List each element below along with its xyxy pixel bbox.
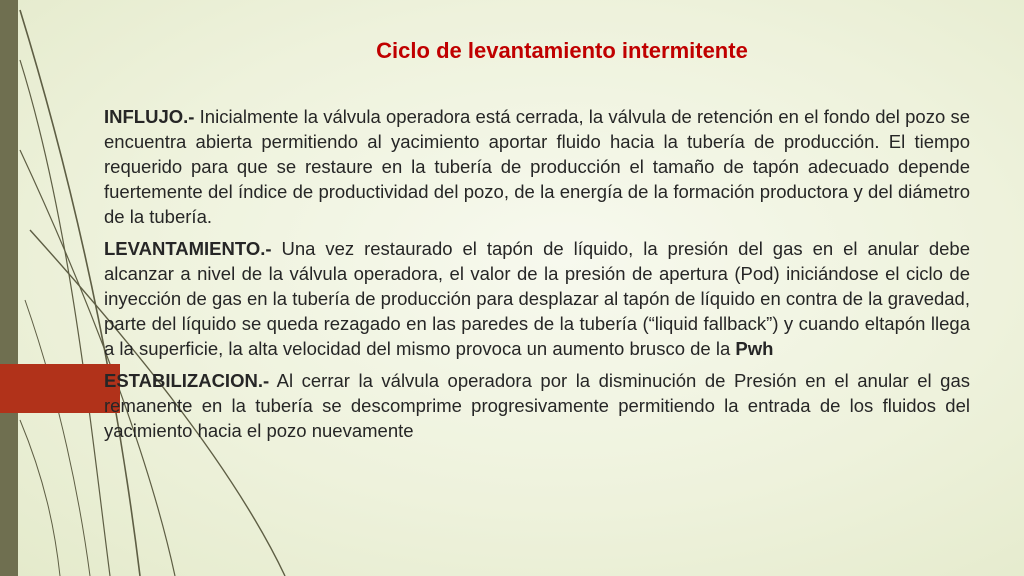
paragraph-levantamiento <box>104 236 970 361</box>
slide-title: Ciclo de levantamiento intermitente <box>376 38 748 63</box>
paragraph-influjo <box>104 104 970 229</box>
red-accent-tab <box>0 364 120 413</box>
paragraph-levantamiento-lead: LEVANTAMIENTO.- <box>104 238 272 259</box>
curve-5 <box>25 300 90 576</box>
curve-2 <box>20 60 110 576</box>
paragraph-levantamiento-tail: Pwh <box>735 338 774 359</box>
left-decorative-bar <box>0 0 18 576</box>
paragraph-estabilizacion <box>104 368 970 443</box>
paragraph-influjo-lead: INFLUJO.- <box>104 106 195 127</box>
paragraph-estabilizacion-lead: ESTABILIZACION.- <box>104 370 270 391</box>
paragraph-influjo-text: Inicialmente la válvula operadora está cerrada, la válvula de retención en el fondo del pozo se encuentra abierta permitiendo al yacimiento aportar fluido hacia la tubería de producción. El tiempo requerido para que se restaure en la tubería de producción el tamaño de tapón adecuado depende fuertemente del índice de productividad del pozo, de la energía de la formación productora y del diámetro de la tubería. <box>104 106 970 227</box>
paragraph-levantamiento-text: Una vez restaurado el tapón de líquido, la presión del gas en el anular debe alcanzar a nivel de la válvula operadora, el valor de la presión de apertura (Pod) iniciándose el ciclo de inyección de gas en la tubería de producción para desplazar al tapón de líquido en contra de la gravedad, parte del líquido se queda rezagado en las paredes de la tubería (“liquid fallback”) y cuando eltapón llega a la superficie, la alta velocidad del mismo provoca un aumento brusco de la <box>104 238 970 359</box>
curve-6 <box>20 420 60 576</box>
slide-content <box>104 104 970 450</box>
paragraph-estabilizacion-text: Al cerrar la válvula operadora por la disminución de Presión en el anular el gas remanente en la tubería se descomprime progresivamente permitiendo la entrada de los fluidos del yacimiento hacia el pozo nuevamente <box>104 370 970 441</box>
